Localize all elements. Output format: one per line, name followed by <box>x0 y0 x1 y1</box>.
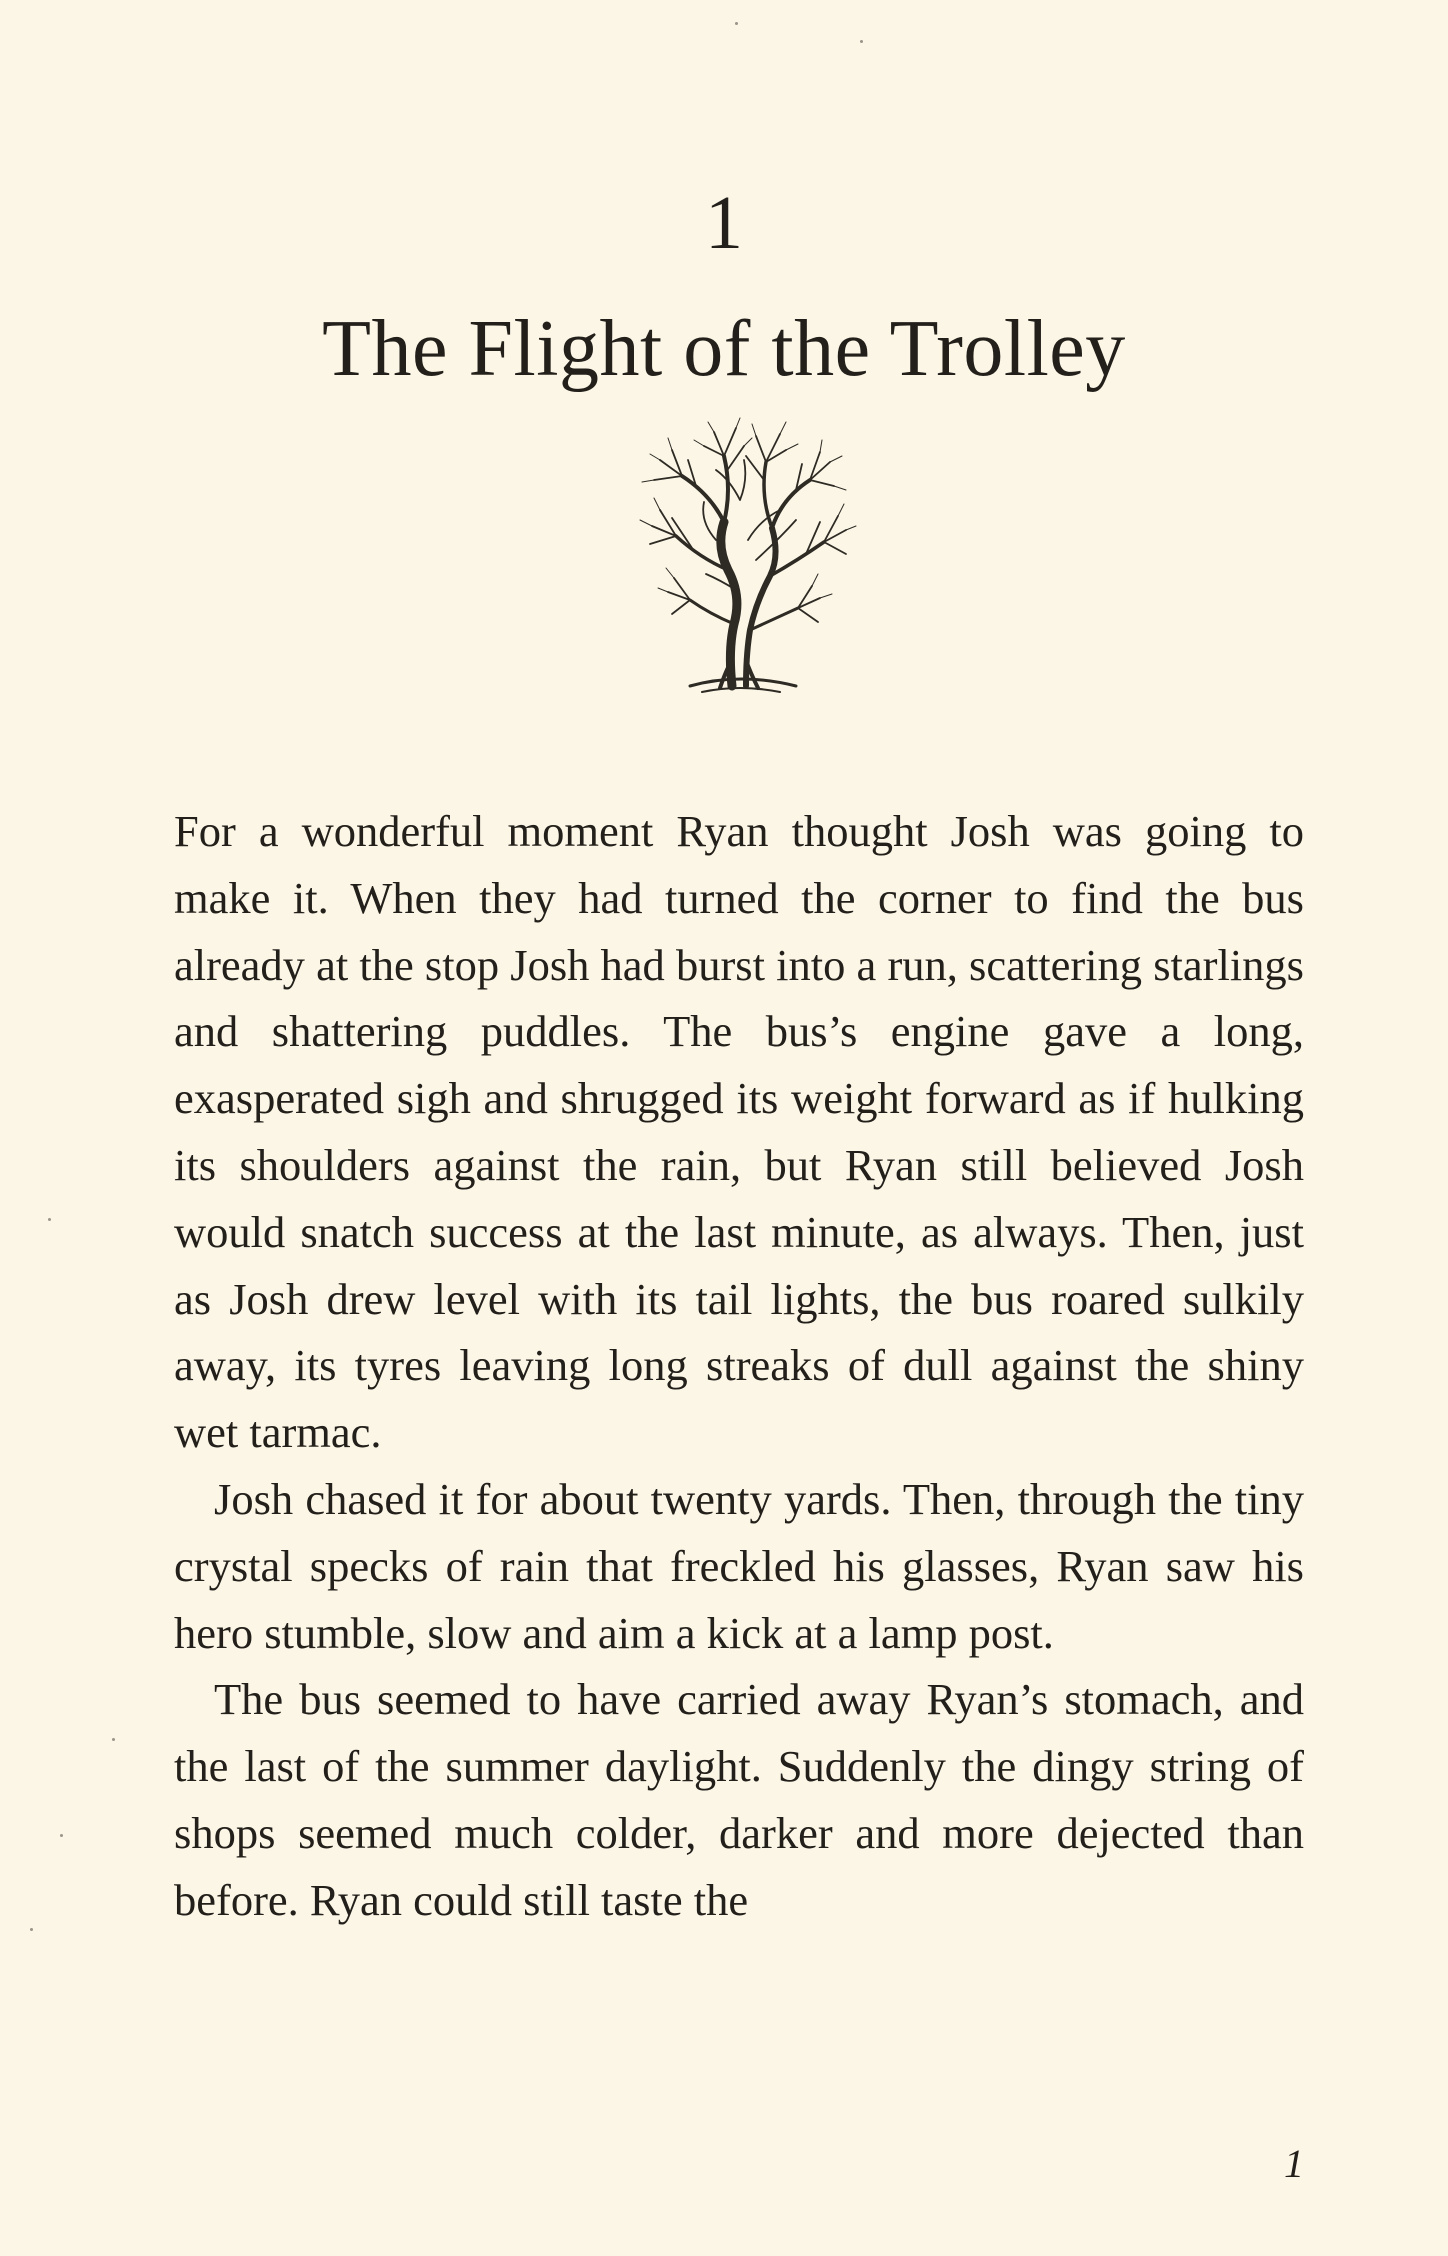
paper-speck <box>735 22 738 25</box>
page-number: 1 <box>1284 2141 1304 2186</box>
paper-speck <box>112 1738 115 1741</box>
paragraph-3: The bus seemed to have carried away Ryan’s stomach, and the last of the summer daylight. Suddenly the dingy string of shops seemed much colder, darker and more dejected than before. Ryan could still taste the <box>174 1674 1304 1925</box>
chapter-number: 1 <box>705 181 743 265</box>
paper-speck <box>860 40 863 43</box>
paper-speck <box>60 1834 63 1837</box>
paragraph-1: For a wonderful moment Ryan thought Josh was going to make it. When they had turned the corner to find the bus already at the stop Josh had burst into a run, scattering starlings and shattering puddles. The bus’s engine gave a long, exasperated sigh and shrugged its weight forward as if hulking its shoulders against the rain, but Ryan still believed Josh would snatch success at the last minute, as always. Then, just as Josh drew level with its tail lights, the bus roared sulkily away, its tyres leaving long streaks of dull against the shiny wet tarmac. <box>174 806 1304 1458</box>
paper-speck <box>30 1928 33 1931</box>
paper-speck <box>48 1218 51 1221</box>
chapter-title: The Flight of the Trolley <box>322 305 1126 393</box>
paragraph-2: Josh chased it for about twenty yards. Then, through the tiny crystal specks of rain that freckled his glasses, Ryan saw his hero stumble, slow and aim a kick at a lamp post. <box>174 1473 1304 1658</box>
tree-ornament-icon <box>620 410 860 710</box>
chapter-body <box>174 798 1304 1934</box>
